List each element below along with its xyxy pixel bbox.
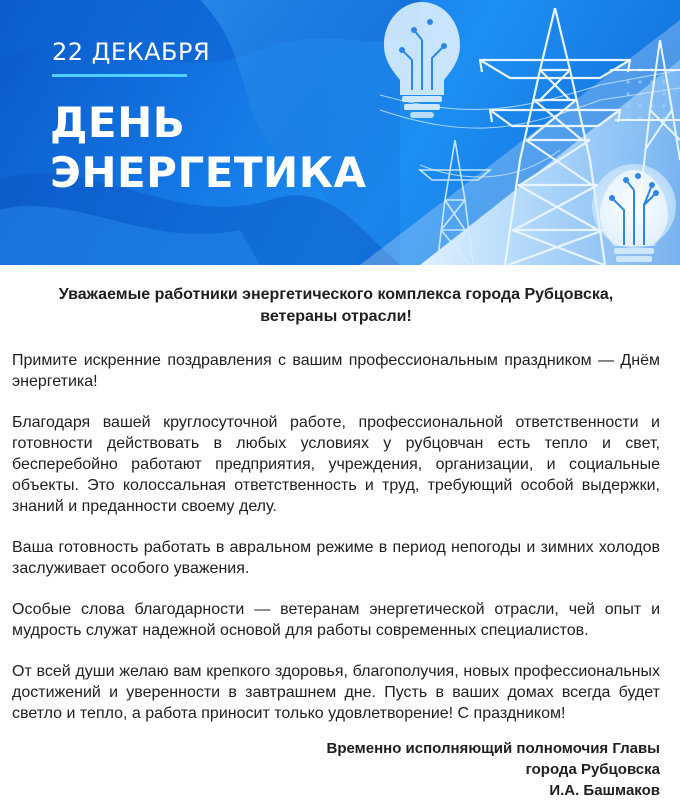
header-banner	[0, 0, 680, 265]
paragraph: Благодаря вашей круглосуточной работе, профессиональной ответственности и готовности действовать в любых условиях у рубцовчан есть тепло и свет, бесперебойно работают предприятия, учреждения, организации, и социальные объекты. Это колоссальная ответственность и труд, требующий особой выдержки, знаний и преданности своему делу.	[12, 414, 660, 515]
paragraph: От всей души желаю вам крепкого здоровья, благополучия, новых профессиональных достижений и уверенности в завтрашнем дне. Пусть в ваших домах всегда будет светло и тепло, а работа приносит только удовлетворение! С праздником!	[12, 663, 660, 722]
banner-title	[50, 98, 367, 198]
paragraph: Ваша готовность работать в авральном режиме в период непогоды и зимних холодов заслуживает особого уважения.	[12, 539, 660, 577]
paragraph: Примите искренние поздравления с вашим профессиональным праздником — Днём энергетика!	[12, 352, 660, 390]
greeting-line2: ветераны отрасли!	[260, 308, 412, 325]
greeting-heading	[12, 284, 660, 328]
signature-block	[327, 738, 660, 800]
date-underline	[52, 74, 187, 77]
signature-line1: Временно исполняющий полномочия Главы	[326, 740, 660, 757]
banner-title-line1: ДЕНЬ	[50, 98, 186, 147]
banner-date: 22 ДЕКАБРЯ	[52, 38, 211, 66]
message-body	[12, 284, 660, 744]
banner-title-line2: ЭНЕРГЕТИКА	[50, 148, 367, 197]
signature-line2: города Рубцовска	[525, 761, 660, 778]
greeting-line1: Уважаемые работники энергетического комплекса города Рубцовска,	[58, 286, 614, 303]
signature-name: И.А. Башмаков	[549, 782, 660, 799]
paragraph: Особые слова благодарности — ветеранам энергетической отрасли, чей опыт и мудрость служат надежной основой для работы современных специалистов.	[12, 601, 660, 639]
